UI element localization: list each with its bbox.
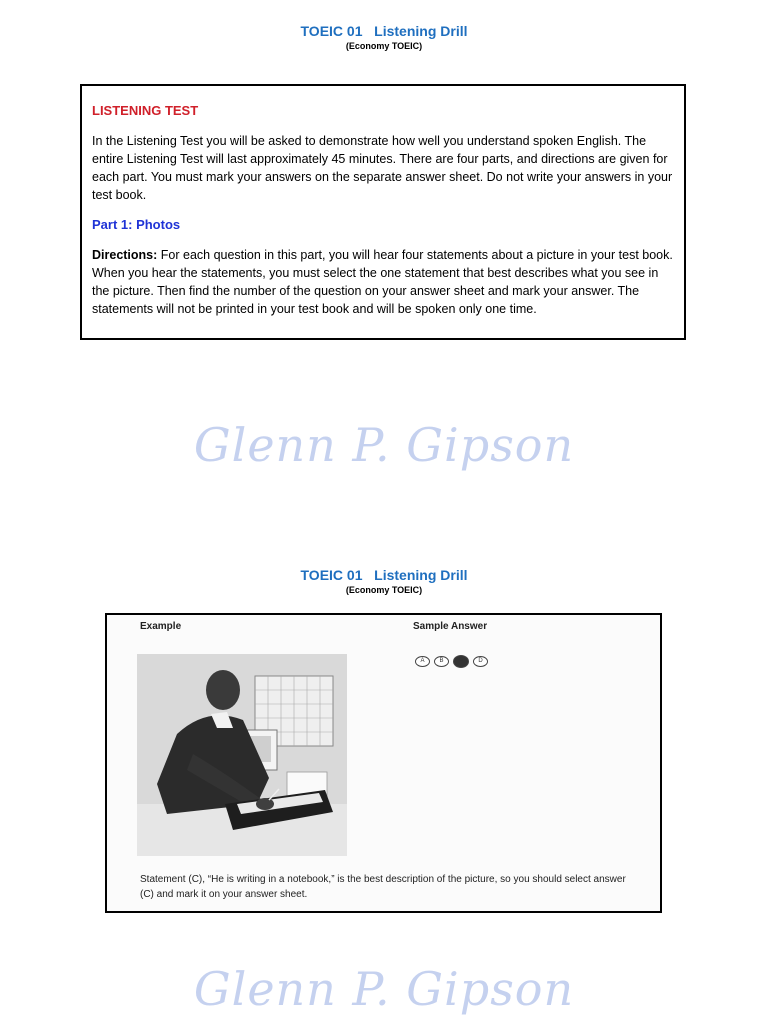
answer-bubble-c: C: [453, 655, 469, 668]
example-box: [105, 613, 662, 913]
answer-bubble-b: B: [434, 656, 449, 667]
section-title: LISTENING TEST: [92, 103, 199, 118]
directions-paragraph: [92, 246, 674, 318]
page-subtitle: (Economy TOEIC): [345, 585, 423, 595]
listening-test-instructions-box: [80, 84, 686, 340]
signature-watermark: Glenn P. Gipson: [193, 962, 575, 1016]
signature-watermark: Glenn P. Gipson: [193, 418, 575, 472]
example-statement: Statement (C), “He is writing in a notebook,” is the best description of the picture, so you should select answer (C) and mark it on your answer sheet.: [140, 874, 626, 900]
page-title: TOEIC 01 Listening Drill: [300, 23, 468, 39]
example-label: Example: [140, 621, 182, 632]
page-title: TOEIC 01 Listening Drill: [300, 567, 468, 583]
intro-paragraph: In the Listening Test you will be asked to demonstrate how well you understand spoken English. The entire Listening Test will last approximately 45 minutes. There are four parts, and directions are given for each part. You must mark your answers on the separate answer sheet. Do not write your answers in your test book.: [92, 134, 673, 202]
example-photo: [137, 654, 347, 856]
directions-text: For each question in this part, you will hear four statements about a picture in your test book. When you hear the statements, you must select the one statement that best describes what you see in the picture. Then find the number of the question on your answer sheet and mark your answer. The statements will not be printed in your test book and will be spoken only one time.: [92, 248, 673, 316]
answer-bubble-a: A: [415, 656, 430, 667]
answer-bubbles: [415, 656, 488, 668]
answer-bubble-d: D: [473, 656, 488, 667]
sample-answer-label: Sample Answer: [413, 621, 488, 632]
part-title: Part 1: Photos: [92, 217, 181, 232]
page-header-bottom: [0, 566, 768, 596]
page-subtitle: (Economy TOEIC): [345, 41, 423, 51]
page-header-top: [0, 22, 768, 52]
directions-label: Directions:: [92, 248, 158, 262]
